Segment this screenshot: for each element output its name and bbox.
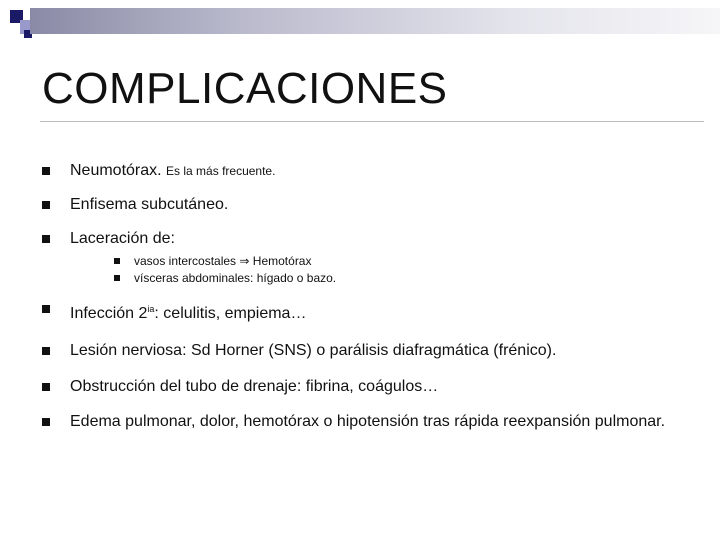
bullet-square-icon (42, 201, 50, 209)
bullet-square-icon (42, 418, 50, 426)
implies-arrow-icon: ⇒ (239, 254, 250, 268)
bullet-list (42, 160, 692, 431)
bullet-item (42, 378, 692, 396)
bullet-superscript: ia (147, 304, 155, 314)
slide-title: COMPLICACIONES (42, 64, 448, 113)
bullet-square-icon (42, 167, 50, 175)
bullet-item (42, 162, 692, 180)
title-divider (40, 121, 704, 122)
bullet-item (42, 230, 692, 248)
bullet-note: Es la más frecuente. (166, 164, 276, 178)
bullet-text: Neumotórax. (70, 162, 162, 179)
bullet-text-tail: : celulitis, empiema… (154, 305, 307, 322)
sub-bullet-text: vísceras abdominales: hígado o bazo. (134, 271, 337, 285)
bullet-square-icon (42, 235, 50, 243)
sub-bullet-square-icon (114, 258, 120, 264)
bullet-text: Lesión nerviosa: Sd Horner (SNS) o parálisis diafragmática (frénico). (70, 342, 557, 359)
bullet-text: Infección 2 (70, 305, 148, 322)
bullet-square-icon (42, 383, 50, 391)
bullet-text: Enfisema subcutáneo. (70, 196, 229, 213)
bullet-square-icon (42, 305, 50, 313)
sub-bullet-item (42, 254, 692, 269)
sub-bullet-item (42, 271, 692, 286)
sub-bullet-result: Hemotórax (252, 254, 312, 268)
bullet-square-icon (42, 347, 50, 355)
bullet-text: Laceración de: (70, 230, 175, 247)
bullet-item (42, 413, 692, 431)
bullet-item (42, 196, 692, 214)
bullet-text: Edema pulmonar, dolor, hemotórax o hipotensión tras rápida reexpansión pulmonar. (70, 413, 666, 430)
header-gradient-bar (30, 8, 720, 34)
bullet-item (42, 300, 692, 323)
sub-bullet-text: vasos intercostales (134, 254, 237, 268)
bullet-text: Obstrucción del tubo de drenaje: fibrina, coágulos… (70, 378, 439, 395)
bullet-item (42, 342, 692, 360)
sub-bullet-square-icon (114, 275, 120, 281)
